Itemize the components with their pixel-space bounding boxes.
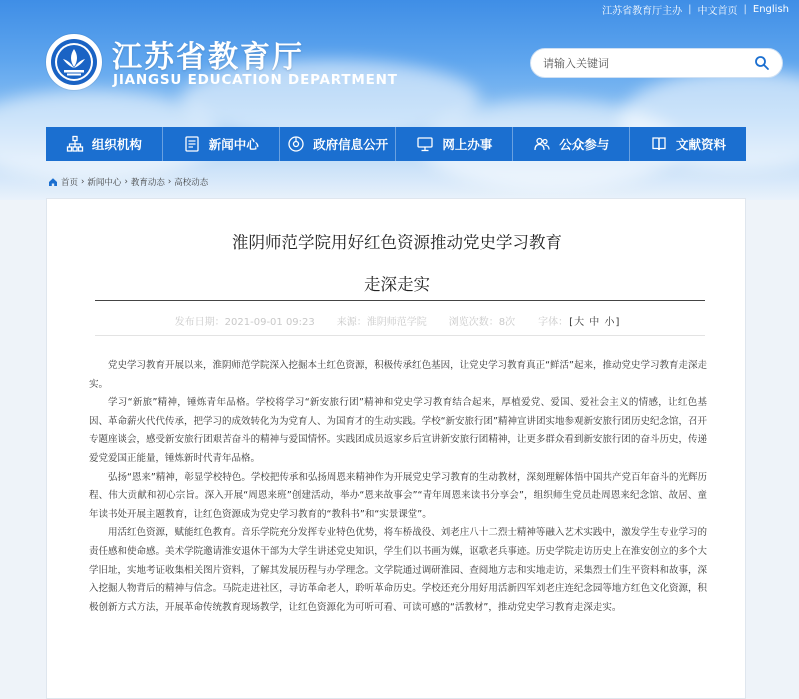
- search-input[interactable]: [543, 57, 754, 70]
- breadcrumb-separator: ›: [167, 177, 172, 187]
- article-body: [89, 357, 707, 617]
- font-size-switcher: 字体：[大 中 小]: [538, 316, 620, 328]
- breadcrumb-edu-news[interactable]: 教育动态: [130, 178, 165, 188]
- site-title: 江苏省教育厅: [112, 40, 304, 75]
- font-size-small[interactable]: 小: [604, 316, 615, 328]
- font-size-medium[interactable]: 中: [589, 316, 600, 328]
- sponsor-text: 江苏省教育厅主办: [602, 5, 683, 17]
- emblem-icon: [49, 37, 99, 87]
- site-logo[interactable]: [46, 34, 102, 90]
- search-box: [530, 48, 783, 78]
- home-icon: [48, 177, 58, 187]
- article-paragraph: 党史学习教育开展以来，淮阴师范学院深入挖掘本土红色资源，积极传承红色基因，让党史学习教育真正“鲜活”起来，推动党史学习教育走深走实。: [89, 360, 707, 390]
- nav-item-online-service[interactable]: [396, 127, 513, 161]
- article-source: 来源：淮阴师范学院: [336, 316, 427, 328]
- documents-icon: [650, 135, 668, 153]
- article-meta: [47, 312, 747, 328]
- public-participation-icon: [533, 135, 551, 153]
- site-subtitle: JIANGSU EDUCATION DEPARTMENT: [113, 72, 398, 88]
- article-paragraph: 学习“新旅”精神，锤炼青年品格。学校将学习“新安旅行团”精神和党史学习教育结合起来，厚植爱党、爱国、爱社会主义的情感，让红色基因、革命薪火代代传承，把学习的成效转化为为党育人、为国育才的生动实践。学校“新安旅行团”精神宣讲团实地参观新安旅行团历史纪念馆，召开专题座谈会，感受新安旅行团艰苦奋斗的精神与爱国情怀。实践团成员返家乡后宣讲新安旅行团精神，让更多群众看到新安旅行团的奋斗历史，传递爱党爱国正能量，锤炼新时代青年品格。: [89, 397, 707, 464]
- nav-label: 网上办事: [442, 137, 493, 152]
- nav-label: 公众参与: [559, 137, 610, 152]
- nav-label: 文献资料: [676, 137, 727, 152]
- meta-divider: [95, 335, 705, 336]
- topbar-separator: |: [743, 3, 747, 15]
- breadcrumb-home[interactable]: 首页: [61, 178, 79, 188]
- top-bar: [602, 2, 789, 16]
- article-title: 淮阴师范学院用好红色资源推动党史学习教育: [232, 233, 562, 252]
- gov-info-icon: [287, 135, 305, 153]
- online-service-icon: [416, 135, 434, 153]
- nav-item-org[interactable]: [46, 127, 163, 161]
- topbar-separator: |: [688, 3, 692, 15]
- breadcrumb-separator: ›: [124, 177, 128, 187]
- chinese-home-link[interactable]: 中文首页: [697, 5, 738, 17]
- breadcrumb-separator: ›: [81, 177, 85, 187]
- breadcrumb: [48, 176, 208, 188]
- article-paragraph: 弘扬“恩来”精神，彰显学校特色。学校把传承和弘扬周恩来精神作为开展党史学习教育的生动教材，深刻理解体悟中国共产党百年奋斗的光辉历程、伟大贡献和初心宗旨。深入开展“周恩来班”创建活动，举办“恩来故事会”“青年周恩来读书分享会”，组织师生党员赴周恩来纪念馆、故居、童年读书处开展主题教育，让红色资源成为党史学习教育的“教科书”和“实景课堂”。: [89, 471, 707, 520]
- breadcrumb-university-news[interactable]: 高校动态: [174, 178, 209, 188]
- nav-item-gov-info[interactable]: [280, 127, 397, 161]
- nav-item-documents[interactable]: [630, 127, 746, 161]
- nav-label: 组织机构: [91, 137, 142, 152]
- article-paragraph: 用活红色资源，赋能红色教育。音乐学院充分发挥专业特色优势，将车桥战役、刘老庄八十二烈士精神等融入艺术实践中，激发学生专业学习的责任感和使命感。美术学院邀请淮安退休干部为大学生讲述党史知识，学生们以书画为媒，讴歌老兵事迹。历史学院走访历史上在淮安创立的多个大学旧址，实地考证收集相关图片资料，了解其发展历程与办学理念。文学院通过调研淮园、查阅地方志和实地走访，采集烈士们生平资料和故事，深入挖掘人物背后的精神与信念。马院走进社区，寻访革命老人，聆听革命历史。学校还充分用好用活新四军刘老庄连纪念园等地方红色文化资源，积极创新方式方法，开展革命传统教育现场教学，让红色资源化为可听可看、可读可感的“活教材”，推动党史学习教育走深走实。: [89, 527, 707, 613]
- font-size-label: 字体：: [538, 316, 569, 328]
- title-divider: [95, 300, 705, 301]
- article-title-line2: 走深走实: [364, 275, 430, 294]
- nav-item-news[interactable]: [163, 127, 280, 161]
- site-header: [0, 0, 799, 200]
- nav-label: 政府信息公开: [313, 137, 389, 152]
- search-icon[interactable]: [754, 55, 770, 71]
- org-chart-icon: [66, 135, 84, 153]
- nav-label: 新闻中心: [208, 137, 259, 152]
- view-count: 浏览次数：8次: [448, 316, 516, 328]
- breadcrumb-news[interactable]: 新闻中心: [87, 178, 122, 188]
- main-nav: [46, 127, 746, 161]
- publish-date: 发布日期：2021-09-01 09:23: [174, 316, 315, 328]
- font-size-large[interactable]: 大: [574, 316, 585, 328]
- news-icon: [183, 135, 201, 153]
- nav-item-public[interactable]: [513, 127, 630, 161]
- article-card: [46, 198, 746, 699]
- english-link[interactable]: English: [752, 3, 789, 15]
